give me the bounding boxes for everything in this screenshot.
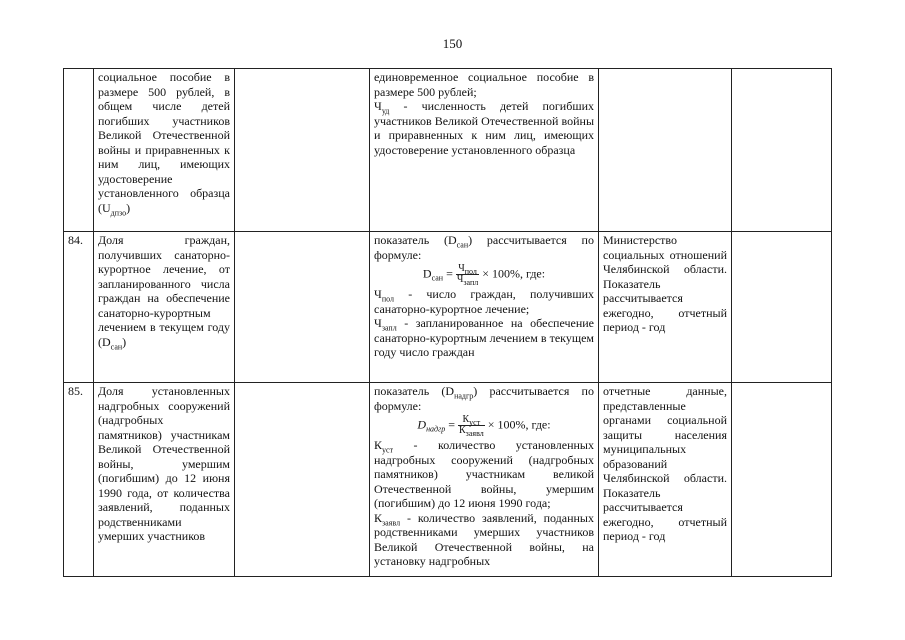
formula-fraction: [456, 264, 479, 285]
subscript: заявл: [465, 429, 484, 438]
method-cell: [370, 383, 599, 577]
paren: ): [126, 200, 131, 215]
empty-cell: [235, 232, 370, 383]
table-row: [64, 69, 832, 232]
method-cell: [370, 232, 599, 383]
indicator-name: Доля граждан, получивших санаторно-курортное лечение, от запланированного числа граждан на обеспечение санаторно-курортным лечением в текущем году (D: [98, 233, 230, 349]
formula-tail: × 100%, где:: [479, 266, 546, 281]
table-row: [64, 232, 832, 383]
method-intro: показатель (D: [374, 233, 457, 247]
numerator-var: К: [462, 414, 470, 425]
denominator-var: Ч: [456, 274, 464, 285]
denominator: [458, 426, 485, 436]
subscript: дпзо: [110, 207, 127, 217]
formula-lhs: D: [417, 417, 427, 432]
subscript: запл: [381, 323, 397, 333]
indicator-name-cell: [94, 232, 235, 383]
variable: Ч: [374, 287, 382, 301]
empty-cell: [732, 383, 832, 577]
subscript: уд: [381, 106, 390, 116]
empty-cell: [732, 232, 832, 383]
page-number: 150: [442, 36, 463, 51]
definition-text: - численность детей погибших участников Великой Отечественной войны и приравненных к ним лиц, имеющих удостоверение установленного образца: [374, 99, 594, 157]
formula-fraction: [458, 415, 485, 436]
subscript: пол: [464, 267, 477, 276]
method-text: единовременное социальное пособие в размере 500 рублей;: [374, 70, 594, 99]
definition-text: - запланированное на обеспечение санаторно-курортным лечением в текущем году число граждан: [374, 316, 594, 359]
table-row: [64, 383, 832, 577]
variable: К: [374, 510, 383, 525]
subscript: надгр: [426, 424, 446, 434]
numerator-var: Ч: [458, 263, 465, 274]
subscript: запл: [463, 278, 479, 287]
empty-cell: [235, 69, 370, 232]
indicator-name-cell: Доля установленных надгробных сооружений (надгробных памятников) участникам Великой Отечественной войны, умершим (погибшим) до 12 июня 1990 года, от количества заявлений, поданных родственниками умерших участников: [94, 383, 235, 577]
method-intro: показатель (D: [374, 384, 455, 398]
subscript: уст: [469, 418, 481, 427]
formula-lhs: D: [422, 266, 432, 281]
variable: Ч: [374, 316, 382, 330]
formula: $D_{надгр}$ = $\frac{К_{уст}}{К_{заявл}}$ × 100%, где:: [417, 414, 551, 438]
denominator: [456, 275, 479, 285]
formula-tail: × 100%, где:: [484, 417, 551, 432]
subscript: пол: [381, 294, 394, 304]
indicator-name-cell: [94, 69, 235, 232]
definition-text: - количество установленных надгробных сооружений (надгробных памятников) участникам великой Отечественной войны, умершим (погибшим) до 12 июня 1990 года;: [374, 438, 594, 510]
method-intro-end: ) рассчитывается по формуле:: [374, 384, 594, 413]
row-number-cell: 84.: [64, 232, 94, 383]
empty-cell: [235, 383, 370, 577]
method-cell: [370, 69, 599, 232]
subscript: сан: [456, 240, 469, 250]
indicator-name: социальное пособие в размере 500 рублей, в общем числе детей погибших участников Великой Отечественной войны и приравненных к ним лиц, имеющих удостоверение установленного образца (U: [98, 70, 230, 215]
empty-cell: [732, 69, 832, 232]
indicators-table: [63, 68, 832, 577]
denominator-var: К: [459, 425, 466, 436]
source-cell: [599, 69, 732, 232]
variable: Ч: [374, 99, 382, 113]
formula: $D_{сан}$ = $\frac{Ч_{пол}}{Ч_{запл}}$ × 100%, где:: [422, 263, 546, 287]
variable: К: [374, 438, 383, 452]
source-cell: отчетные данные, представленные органами социальной защиты населения муниципальных образований Челябинской области. Показатель рассчитывается ежегодно, отчетный период - год: [599, 383, 732, 577]
subscript: заявл: [382, 517, 401, 527]
definition-text: - число граждан, получивших санаторно-курортное лечение;: [374, 287, 594, 316]
row-number-cell: 85.: [64, 383, 94, 577]
subscript: сан: [110, 341, 123, 351]
definition-text: - количество заявлений, поданных родственниками умерших участников Великой Отечественной войны, на установку надгробных: [374, 510, 594, 568]
subscript: уст: [382, 445, 394, 455]
row-number-cell: [64, 69, 94, 232]
subscript: сан: [431, 273, 444, 283]
paren: ): [122, 334, 127, 349]
source-cell: Министерство социальных отношений Челябинской области. Показатель рассчитывается ежегодно, отчетный период - год: [599, 232, 732, 383]
subscript: надгр: [454, 391, 474, 401]
method-intro-end: ) рассчитывается по формуле:: [374, 233, 594, 262]
